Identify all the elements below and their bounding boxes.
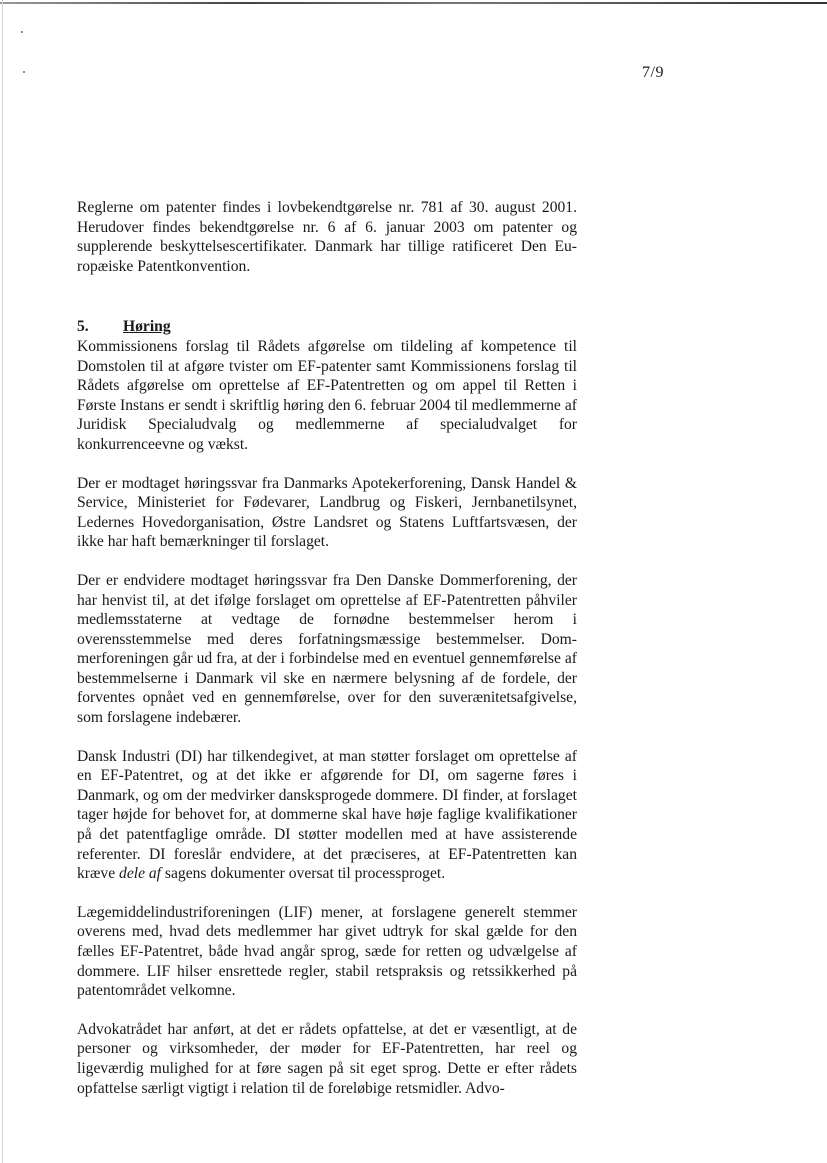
section-title: Høring: [123, 318, 171, 336]
di-text-before: Dansk Industri (DI) har tilkendegivet, at man støtter forslaget om oprettelse af en EF-Patentret, og at det ikke er afgørende for DI, om sagerne føres i Danmark, og om der medvirker dansksprogede dommere. DI finder, at forslaget tager højde for behovet for, at dommerne skal have høje faglige kvalifikationer på det patentfaglige område. DI støtter modellen med at have assisterende referenter. DI foreslår endvidere, at det præciseres, at EF-Patentretten kan kræve: [77, 747, 577, 883]
paragraph-hearing-sent: Kommissionens forslag til Rådets afgørelse om tildeling af kompetence til Domstolen til at afgøre tvister om EF-patenter samt Kommissionens forslag til Rådets afgørelse om oprettelse af EF-Patentretten og om appel til Retten i Første Instans er sendt i skriftlig høring den 6. februar 2004 til medlemmerne af Juridisk Specialudvalg og medlemmerne af specialudvalget for konkurrenceevne og vækst.: [77, 337, 577, 453]
scan-speck: [21, 31, 23, 33]
scan-speck: [23, 71, 25, 73]
page-number: 7/9: [642, 64, 664, 81]
paragraph-dansk-industri: [77, 747, 577, 884]
paragraph-judges-association: Der er endvidere modtaget høringssvar fra Den Danske Dommerforening, der har henvist til, at det ifølge forslaget om oprettelse af EF-Patentretten påhviler medlemsstaterne at vedtage de fornødne bestemmelser herom i overensstemmelse med deres forfatningsmæssige bestemmelser. Dommerforeningen går ud fra, at der i forbindelse med en eventuel gennemførelse af bestemmelserne i Danmark vil ske en nærmere belysning af de fordele, der forventes opnået ved en gennemførelse, over for den suverænitetsafgivelse, som forslagene indebærer.: [77, 571, 577, 727]
di-text-after: sagens dokumenter oversat til processproget.: [161, 865, 446, 883]
section-number: 5.: [77, 318, 89, 336]
scan-left-edge: [2, 0, 3, 1163]
section-heading: [77, 317, 577, 337]
document-body: [77, 198, 577, 1098]
di-text-italic: dele af: [119, 865, 162, 883]
paragraph-lif: Lægemiddelindustriforeningen (LIF) mener, at forslagene generelt stemmer overens med, hvad dets medlemmer har givet udtryk for skal gælde for den fælles EF-Patentret, både hvad angår sprog, sæde for retten og udvælgelse af dommere. LIF hilser ensrettede regler, stabil retspraksis og retssikkerhed på patentområdet velkomne.: [77, 903, 577, 1000]
paragraph-responses-no-comments: Der er modtaget høringssvar fra Danmarks Apotekerforening, Dansk Handel & Service, Ministeriet for Fødevarer, Landbrug og Fiskeri, Jernbanetilsynet, Ledernes Hovedorganisation, Østre Landsret og Statens Luftfartsvæsen, der ikke har haft bemærkninger til forslaget.: [77, 474, 577, 551]
paragraph-legal-basis: Reglerne om patenter findes i lovbekendtgørelse nr. 781 af 30. august 2001. Herudover findes bekendtgørelse nr. 6 af 6. januar 2003 om patenter og supplerende beskyttelsescertifikater. Danmark har tillige ratificeret Den Europæiske Patentkonvention.: [77, 199, 577, 275]
paragraph-advokatraadet: Advokatrådet har anført, at det er rådets opfattelse, at det er væsentligt, at de personer og virksomheder, der møder for EF-Patentretten, har reel og ligeværdig mulighed for at føre sagen på sit eget sprog. Dette er efter rådets opfattelse særligt vigtigt i relation til de foreløbige retsmidler. Advo-: [77, 1020, 577, 1097]
scan-top-edge: [0, 2, 827, 4]
